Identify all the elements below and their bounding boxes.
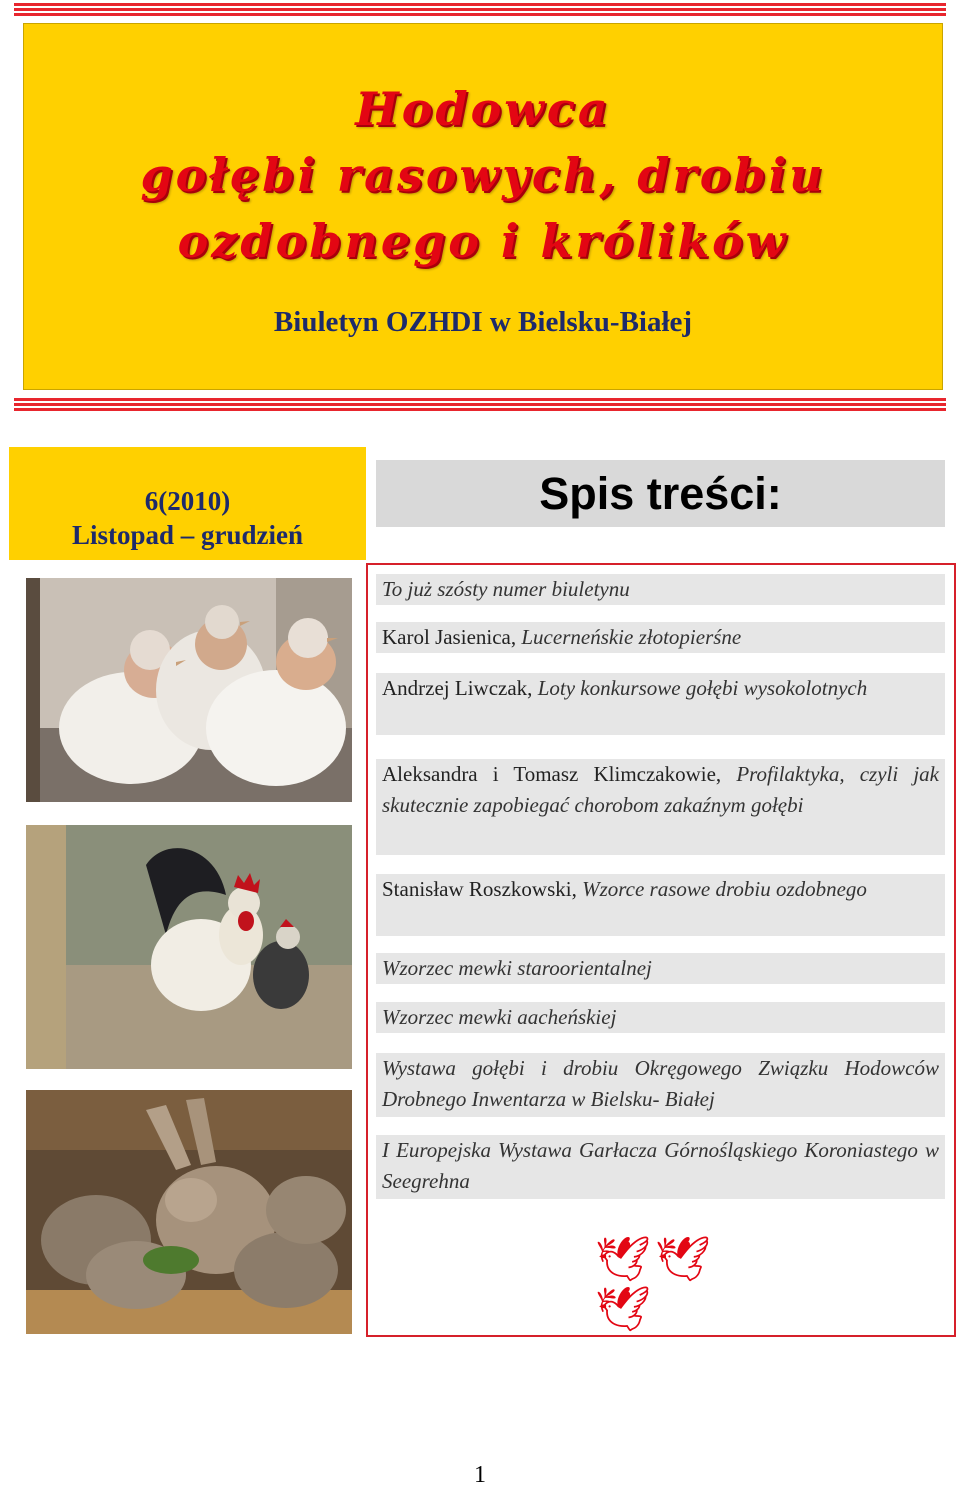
toc-title: Wzorzec mewki aacheńskiej: [382, 1005, 617, 1029]
toc-heading: Spis treści:: [376, 460, 945, 527]
rooster-photo: [26, 825, 352, 1069]
toc-author: Aleksandra i Tomasz Klimczakowie,: [382, 762, 737, 786]
toc-title: I Europejska Wystawa Garłacza Górnośląskiego Koroniastego w Seegrehna: [382, 1138, 939, 1193]
dove-icon: 🕊🕊🕊: [595, 1235, 715, 1334]
toc-item[interactable]: [376, 1135, 945, 1199]
issue-number: 6(2010): [144, 486, 231, 516]
toc-title: Wzorce rasowe drobiu ozdobnego: [582, 877, 867, 901]
toc-title: Profilaktyka, czyli jak skutecznie zapobiegać chorobom zakaźnym gołębi: [382, 762, 939, 817]
toc-item[interactable]: [376, 759, 945, 855]
toc-title: Lucerneńskie złotopierśne: [521, 625, 742, 649]
toc-title: Wystawa gołębi i drobiu Okręgowego Związku Hodowców Drobnego Inwentarza w Bielsku- Białej: [382, 1056, 939, 1111]
title-line-3: ozdobnego i królików: [177, 214, 789, 268]
toc-item[interactable]: [376, 874, 945, 936]
top-stripe-divider: [14, 3, 946, 19]
masthead-title: [24, 76, 942, 274]
toc-author: Andrzej Liwczak,: [382, 676, 538, 700]
toc-item[interactable]: [376, 1053, 945, 1117]
title-line-1: Hodowca: [355, 82, 611, 136]
bottom-stripe-divider: [14, 398, 946, 414]
toc-item[interactable]: [376, 1002, 945, 1033]
toc-title: Loty konkursowe gołębi wysokolotnych: [537, 676, 868, 700]
title-line-2: gołębi rasowych, drobiu: [140, 148, 826, 202]
masthead-subtitle: Biuletyn OZHDI w Bielsku-Białej: [273, 306, 693, 338]
issue-info-box: [9, 447, 366, 560]
toc-title: Wzorzec mewki staroorientalnej: [382, 956, 652, 980]
pigeons-photo: [26, 578, 352, 802]
masthead-banner: [23, 23, 943, 390]
toc-item[interactable]: [376, 953, 945, 984]
toc-item[interactable]: [376, 673, 945, 735]
toc-item[interactable]: [376, 622, 945, 653]
page-number: 1: [474, 1462, 486, 1488]
toc-title: To już szósty numer biuletynu: [382, 577, 630, 601]
toc-item[interactable]: [376, 574, 945, 605]
rabbits-photo: [26, 1090, 352, 1334]
issue-period: Listopad – grudzień: [71, 520, 304, 550]
toc-author: Stanisław Roszkowski,: [382, 877, 583, 901]
toc-author: Karol Jasienica,: [382, 625, 522, 649]
